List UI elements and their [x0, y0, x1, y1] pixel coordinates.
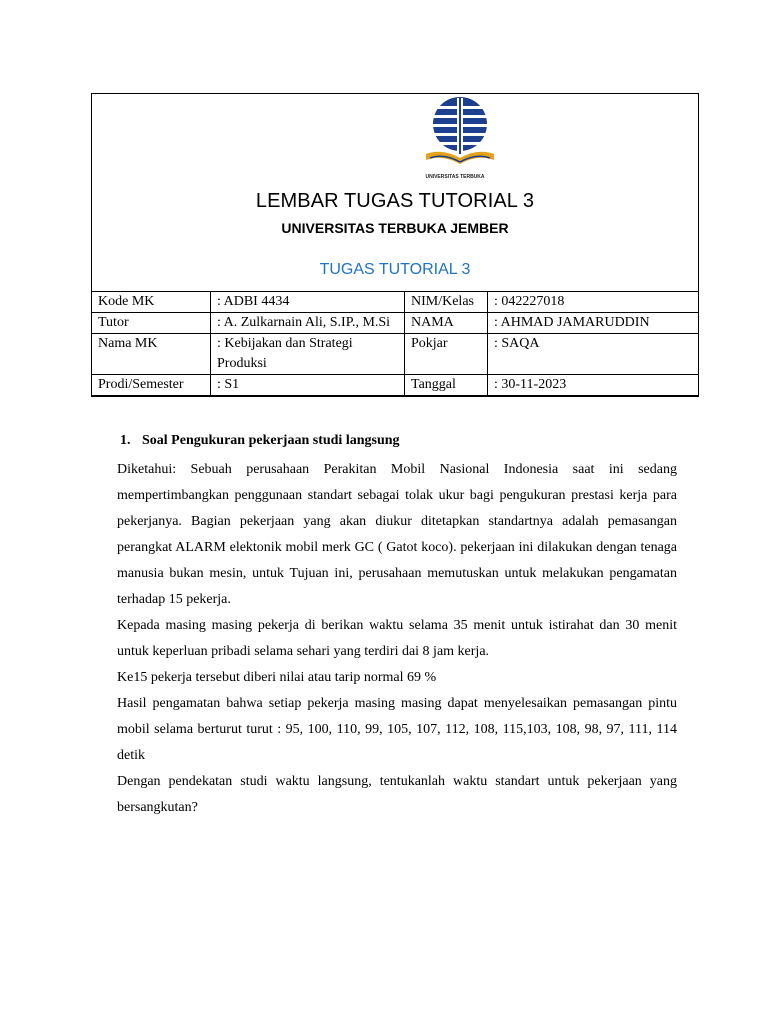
- question-heading: [120, 431, 677, 451]
- question-paragraph: Kepada masing masing pekerja di berikan waktu selama 35 menit untuk istirahat dan 30 menit untuk keperluan pribadi selama sehari yang terdiri dai 8 jam kerja.: [117, 618, 677, 659]
- document-title: LEMBAR TUGAS TUTORIAL 3: [255, 190, 535, 212]
- header-box: [91, 93, 699, 397]
- info-label: Pokjar: [405, 334, 488, 375]
- table-row: [92, 292, 699, 313]
- info-value: : ADBI 4434: [211, 292, 405, 313]
- question-section: [117, 431, 677, 821]
- task-title: TUGAS TUTORIAL 3: [319, 261, 471, 278]
- info-label: NIM/Kelas: [405, 292, 488, 313]
- info-value: : AHMAD JAMARUDDIN: [488, 313, 699, 334]
- info-label: Kode MK: [92, 292, 211, 313]
- info-table: [91, 291, 699, 396]
- table-row: [92, 375, 699, 396]
- question-paragraph: Ke15 pekerja tersebut diberi nilai atau tarip normal 69 %: [117, 670, 437, 685]
- info-value: : Kebijakan dan Strategi Produksi: [211, 334, 405, 375]
- info-value: : 30-11-2023: [488, 375, 699, 396]
- question-title: Soal Pengukuran pekerjaan studi langsung: [142, 433, 400, 448]
- table-row: [92, 313, 699, 334]
- info-label: NAMA: [405, 313, 488, 334]
- info-label: Tanggal: [405, 375, 488, 396]
- info-label: Nama MK: [92, 334, 211, 375]
- question-number: 1.: [120, 433, 131, 448]
- info-label: Tutor: [92, 313, 211, 334]
- question-paragraph: Hasil pengamatan bahwa setiap pekerja masing masing dapat menyelesaikan pemasangan pintu mobil selama berturut turut : 95, 100, 110, 99, 105, 107, 112, 108, 115,103, 108, 98, 97, 111, 114 detik: [117, 696, 677, 763]
- info-value: : 042227018: [488, 292, 699, 313]
- info-value: : A. Zulkarnain Ali, S.IP., M.Si: [211, 313, 405, 334]
- question-paragraph: Dengan pendekatan studi waktu langsung, tentukanlah waktu standart untuk pekerjaan yang bersangkutan?: [117, 774, 677, 815]
- universitas-terbuka-logo: [420, 96, 500, 174]
- university-name: UNIVERSITAS TERBUKA JEMBER: [281, 220, 509, 236]
- info-label: Prodi/Semester: [92, 375, 211, 396]
- table-row: [92, 334, 699, 375]
- info-value: : S1: [211, 375, 405, 396]
- logo-caption: UNIVERSITAS TERBUKA: [425, 174, 485, 180]
- info-value: : SAQA: [488, 334, 699, 375]
- question-paragraph: Diketahui: Sebuah perusahaan Perakitan Mobil Nasional Indonesia saat ini sedang mempertimbangkan penggunaan standart sebagai tolak ukur bagi pengukuran prestasi kerja para pekerjanya. Bagian pekerjaan yang akan diukur ditetapkan standartnya adalah pemasangan perangkat ALARM elektonik mobil merk GC ( Gatot koco). pekerjaan ini dilakukan dengan tenaga manusia bukan mesin, untuk Tujuan ini, perusahaan memutuskan untuk melakukan pengamatan terhadap 15 pekerja.: [117, 462, 677, 607]
